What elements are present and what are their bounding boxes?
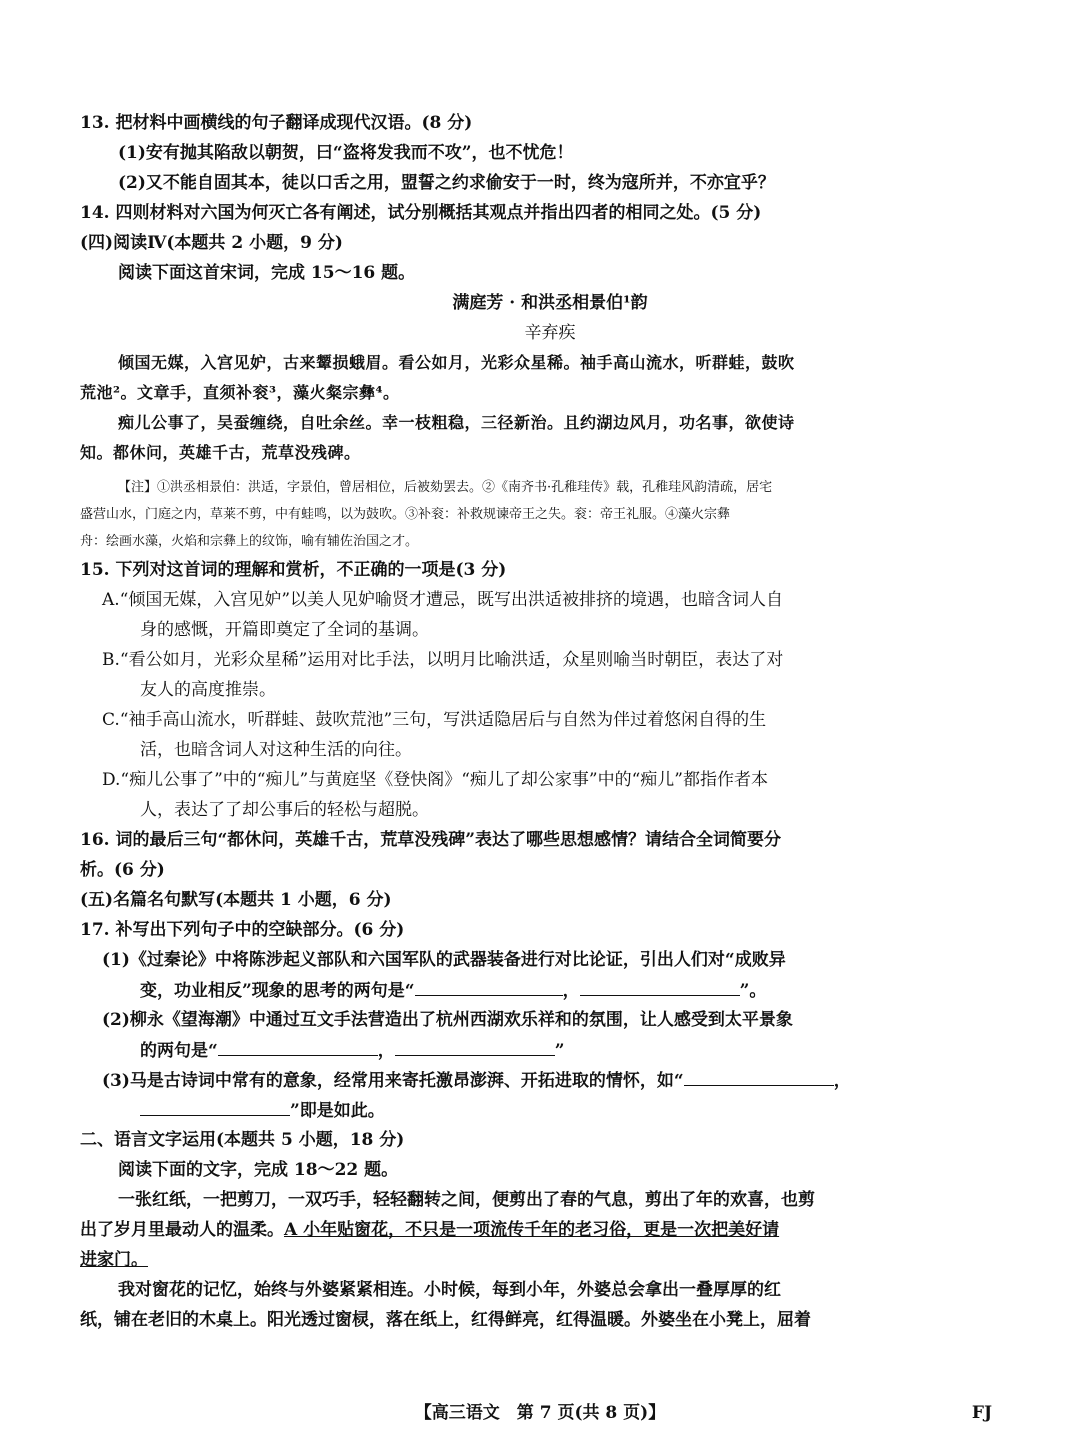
q17-item-2-line-2: [80, 1035, 1020, 1065]
passage-p1-line-2: [80, 1215, 1020, 1245]
q17-item-3-line-1: [80, 1065, 1020, 1095]
poem-note-line-1: 【注】①洪丞相景伯：洪适，字景伯，曾居相位，后被劾罢去。②《南齐书·孔稚珪传》载，孔稚珪风韵清疏，居宅: [118, 480, 773, 495]
q13-sentence-2: (2)又不能自固其本，徒以口舌之用，盟誓之约求偷安于一时，终为寇所并，不亦宜乎？: [118, 173, 775, 193]
q17-item-1-end: ”。: [739, 981, 767, 1001]
q17-stem: 17. 补写出下列句子中的空缺部分。(6 分): [80, 920, 405, 940]
q17-item-1-line-1: (1)《过秦论》中将陈涉起义部队和六国军队的武器装备进行对比论证，引出人们对“成败异: [102, 950, 786, 970]
q15-option-d-line-2: 人，表达了了却公事后的轻松与超脱。: [140, 800, 429, 820]
section-4-intro: 阅读下面这首宋词，完成 15～16 题。: [118, 263, 416, 283]
q15-option-a-line-2: 身的感慨，开篇即奠定了全词的基调。: [140, 620, 429, 640]
q15-option-b-line-2: 友人的高度推崇。: [140, 680, 276, 700]
q15-option-b-line-1: B.“看公如月，光彩众星稀”运用对比手法，以明月比喻洪适，众星则喻当时朝臣，表达了对: [102, 650, 784, 670]
q17-item-2-prefix: 的两句是“: [140, 1041, 218, 1061]
q17-item-3-line-2: [80, 1095, 1020, 1125]
q15-option-c-line-2: 活，也暗含词人对这种生活的向往。: [140, 740, 412, 760]
part-2-intro: 阅读下面的文字，完成 18～22 题。: [118, 1160, 399, 1180]
q15-option-d-line-1: D.“痴儿公事了”中的“痴儿”与黄庭坚《登快阁》“痴儿了却公家事”中的“痴儿”都指作者本: [102, 770, 768, 790]
poem-note-line-3: 舟：绘画水藻，火焰和宗彝上的纹饰，喻有辅佐治国之才。: [80, 534, 419, 549]
footer-page-info: 【高三语文 第 7 页(共 8 页)】: [414, 1403, 666, 1423]
poem-line-3: 痴儿公事了，吴蚕缠绕，自吐余丝。幸一枝粗稳，三径新治。且约湖边风月，功名事，欲使诗: [118, 413, 795, 432]
q15-option-a-line-1: A.“倾国无媒，入宫见妒”以美人见妒喻贤才遭忌，既写出洪适被排挤的境遇，也暗含词人自: [102, 590, 784, 610]
section-5-header: (五)名篇名句默写(本题共 1 小题，6 分): [80, 890, 392, 910]
q17-item-3-sep: ，: [833, 1071, 851, 1091]
part-2-header: 二、语言文字运用(本题共 5 小题，18 分): [80, 1130, 405, 1150]
poem-line-1: 倾国无媒，入宫见妒，古来颦损蛾眉。看公如月，光彩众星稀。袖手高山流水，听群蛙，鼓吹: [118, 353, 795, 372]
q17-item-3-end: ”即是如此。: [290, 1101, 385, 1121]
q15-option-c-line-1: C.“袖手高山流水，听群蛙、鼓吹荒池”三句，写洪适隐居后与自然为伴过着悠闲自得的生: [102, 710, 767, 730]
q13-stem: 13. 把材料中画横线的句子翻译成现代汉语。(8 分): [80, 113, 473, 133]
passage-p2-line-1: 我对窗花的记忆，始终与外婆紧紧相连。小时候，每到小年，外婆总会拿出一叠厚厚的红: [118, 1280, 781, 1300]
passage-p1-line-2-plain: 出了岁月里最动人的温柔。: [80, 1220, 284, 1240]
q17-blank-3[interactable]: [218, 1035, 378, 1056]
page-footer: [0, 1398, 1080, 1428]
q17-item-1-prefix: 变，功业相反”现象的思考的两句是“: [140, 981, 415, 1001]
q17-item-2-line-1: (2)柳永《望海潮》中通过互文手法营造出了杭州西湖欢乐祥和的氛围，让人感受到太平景象: [102, 1010, 793, 1030]
q16-stem-line-2: 析。(6 分): [80, 860, 165, 880]
q17-blank-5[interactable]: [684, 1065, 834, 1086]
poem-note-line-2: 盛营山水，门庭之内，草莱不剪，中有蛙鸣，以为鼓吹。③补衮：补救规谏帝王之失。衮：帝王礼服。④藻火宗彝: [80, 507, 731, 522]
q17-item-2-end: ”: [554, 1041, 565, 1061]
passage-p1-line-3: 进家门。: [80, 1250, 148, 1270]
q14-stem: 14. 四则材料对六国为何灭亡各有阐述，试分别概括其观点并指出四者的相同之处。(5 分): [80, 203, 762, 223]
q16-stem-line-1: 16. 词的最后三句“都休问，英雄千古，荒草没残碑”表达了哪些思想感情？请结合全词简要分: [80, 830, 782, 850]
q15-stem: 15. 下列对这首词的理解和赏析，不正确的一项是(3 分): [80, 560, 507, 580]
section-4-header: (四)阅读Ⅳ(本题共 2 小题，9 分): [80, 233, 343, 253]
passage-p1-line-1: 一张红纸，一把剪刀，一双巧手，轻轻翻转之间，便剪出了春的气息，剪出了年的欢喜，也剪: [118, 1190, 815, 1210]
q17-blank-1[interactable]: [415, 975, 563, 996]
q13-sentence-1: (1)安有抛其陷敌以朝贺，曰“盗将发我而不攻”，也不忧危！: [118, 143, 574, 163]
q17-item-1-sep: ，: [562, 981, 580, 1001]
poem-line-2: 荒池²。文章手，直须补衮³，藻火粲宗彝⁴。: [80, 383, 400, 402]
q17-blank-4[interactable]: [395, 1035, 555, 1056]
q17-item-2-sep: ，: [377, 1041, 395, 1061]
footer-region-code: FJ: [971, 1403, 992, 1423]
passage-underlined-sentence-a: A 小年贴窗花，不只是一项流传千年的老习俗，更是一次把美好请: [284, 1220, 780, 1240]
q17-blank-6[interactable]: [140, 1095, 290, 1116]
q17-item-1-line-2: [80, 975, 1020, 1005]
q17-blank-2[interactable]: [580, 975, 740, 996]
passage-p2-line-2: 纸，铺在老旧的木桌上。阳光透过窗棂，落在纸上，红得鲜亮，红得温暖。外婆坐在小凳上，屈着: [80, 1310, 811, 1330]
poem-line-4: 知。都休问，英雄千古，荒草没残碑。: [80, 443, 361, 462]
poem-title: 满庭芳 · 和洪丞相景伯¹韵: [452, 293, 648, 313]
poem-author: 辛弃疾: [524, 323, 576, 343]
q17-item-3-prefix: (3)马是古诗词中常有的意象，经常用来寄托激昂澎湃、开拓进取的情怀，如“: [102, 1071, 684, 1091]
